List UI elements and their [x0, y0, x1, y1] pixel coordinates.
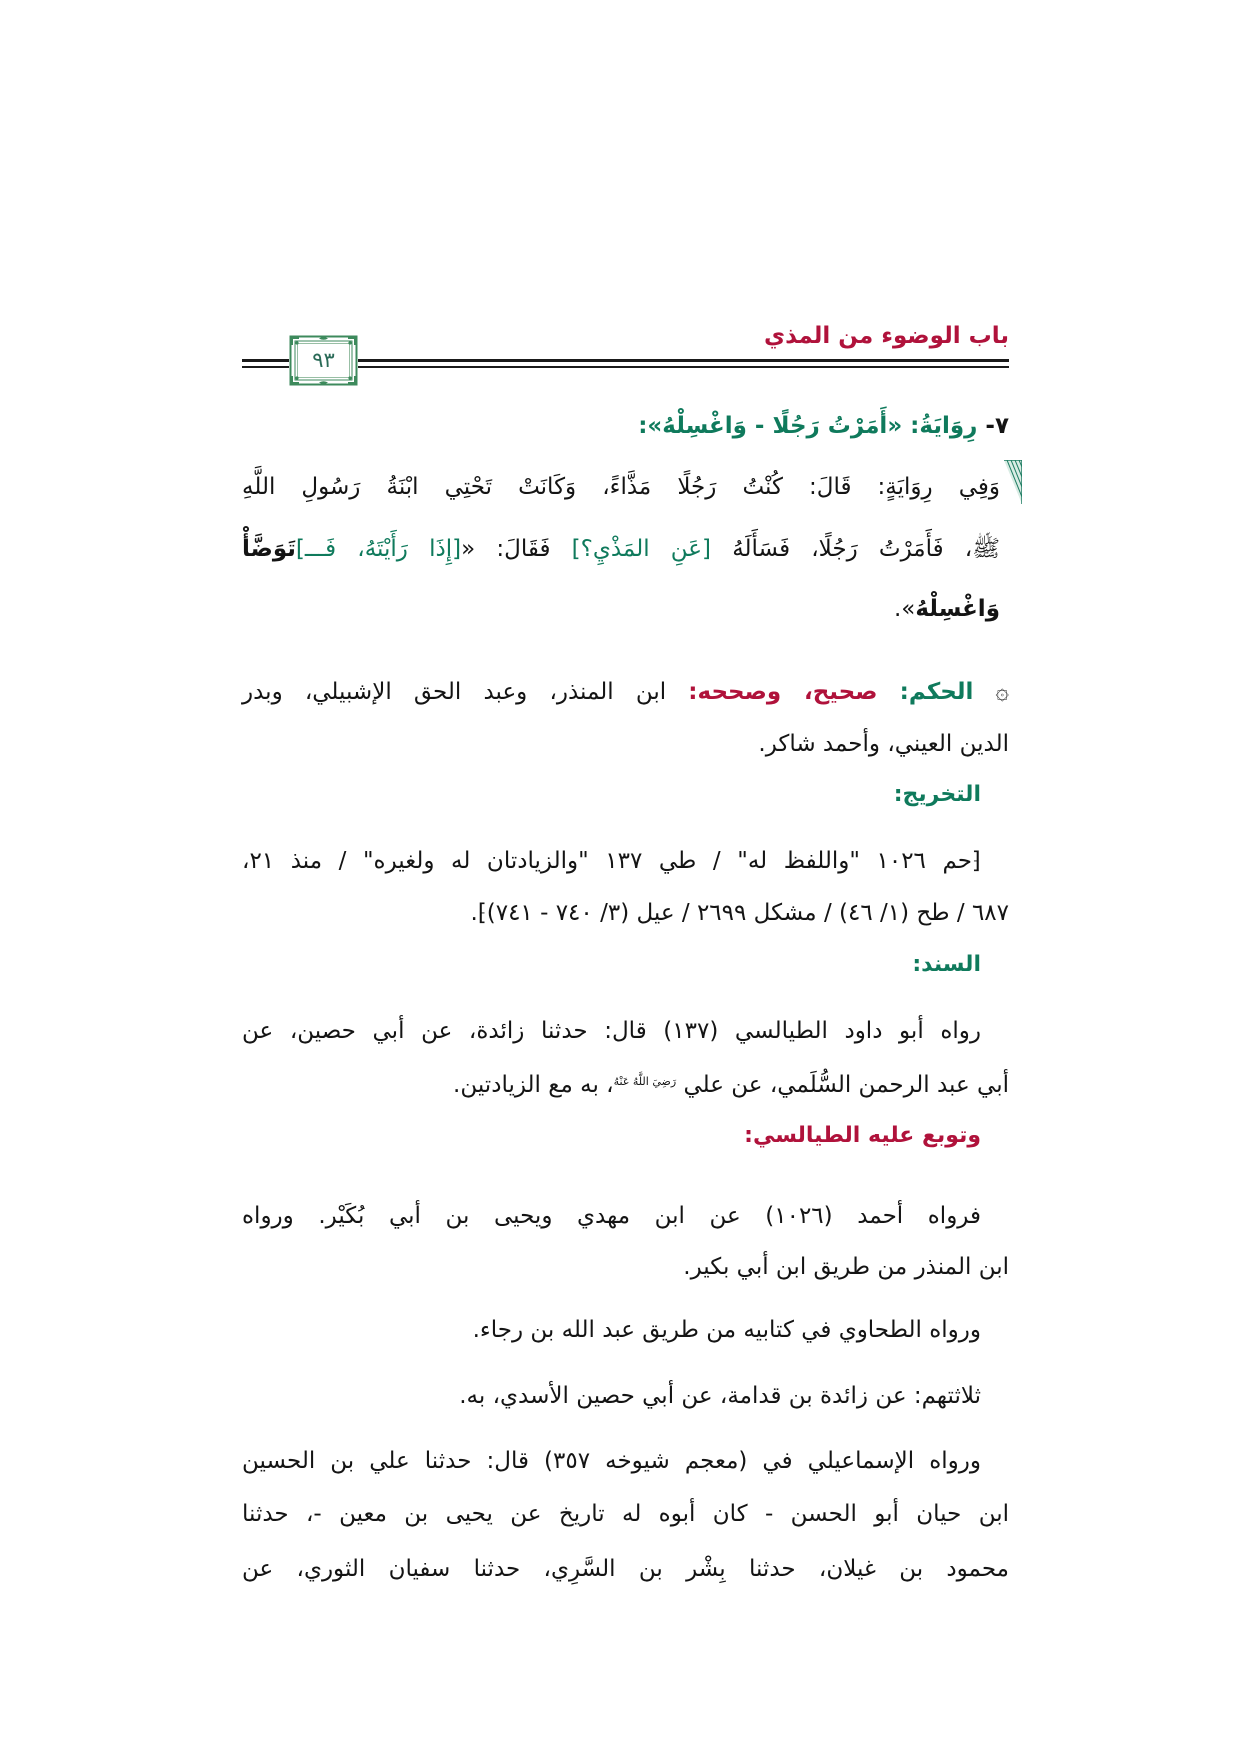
mutabaat-line: ثلاثتهم: عن زائدة بن قدامة، عن أبي حصين الأسدي، به. — [459, 1383, 981, 1409]
mutabaat-line: ابن المنذر من طريق ابن أبي بكير. — [683, 1254, 1009, 1280]
hadith-number: ٧- — [985, 413, 1009, 439]
matn-line-3 — [242, 584, 1000, 634]
matn-bracket-addition: [إِذَا رَأَيْتَهُ، فَـــ] — [295, 536, 462, 562]
matn-emphasis: تَوَضَّأْ — [242, 536, 296, 562]
mutabaat-line: ابن حيان أبو الحسن - كان أبوه له تاريخ عن يحيى بن معين -، حدثنا — [242, 1501, 1009, 1527]
mutabaat-heading: وتوبع عليه الطيالسي: — [744, 1123, 981, 1148]
matn-line-1: وَفِي رِوَايَةٍ: قَالَ: كُنْتُ رَجُلًا مَذَّاءً، وَكَانَتْ تَحْتِي ابْنَةُ رَسُولِ اللَّهِ — [242, 474, 1000, 500]
ruling-line-2: الدين العيني، وأحمد شاكر. — [758, 731, 1009, 757]
matn-emphasis: وَاغْسِلْهُ — [915, 596, 1000, 622]
matn-text: فَقَالَ: « — [461, 536, 572, 562]
mutabaat-line: فرواه أحمد (١٠٢٦) عن ابن مهدي ويحيى بن أبي بُكَيْر. ورواه — [242, 1203, 981, 1229]
ornament-icon: ۞ — [995, 679, 1009, 705]
prophet-honorific: ﷺ — [972, 536, 1001, 562]
matn-text: ، فَأَمَرْتُ رَجُلًا، فَسَأَلَهُ — [711, 536, 973, 562]
header-rule-thin-right — [358, 366, 1009, 368]
sanad-heading: السند: — [912, 952, 981, 977]
matn-bracket-addition: [عَنِ المَذْيِ؟] — [571, 536, 712, 562]
mutabaat-line: ورواه الطحاوي في كتابيه من طريق عبد الله بن رجاء. — [472, 1317, 981, 1343]
mutabaat-line: ورواه الإسماعيلي في (معجم شيوخه ٣٥٧) قال: حدثنا علي بن الحسين — [242, 1448, 981, 1474]
takhrij-line-2: ٦٨٧ / طح (١/ ٤٦) / مشكل ٢٦٩٩ / عيل (٣/ ٧٤٠ - ٧٤١)⁆. — [470, 900, 1009, 926]
sanad-text: ، به مع الزيادتين. — [453, 1072, 614, 1098]
takhrij-heading: التخريج: — [893, 782, 981, 807]
ruling-line-1 — [242, 667, 1009, 717]
takhrij-line-1: ⁅حم ١٠٢٦ "واللفظ له" / طي ١٣٧ "والزيادتان له ولغيره" / منذ ٢١، — [242, 848, 981, 874]
sanad-text: أبي عبد الرحمن السُّلَمي، عن علي — [676, 1072, 1009, 1098]
page-number: ٩٣ — [312, 348, 335, 372]
ruling-label: الحكم: — [899, 679, 974, 705]
mutabaat-line: محمود بن غيلان، حدثنا بِشْر بن السَّرِي، حدثنا سفيان الثوري، عن — [242, 1556, 1009, 1582]
companion-honorific: رَضِيَ اللَّهُ عَنْهُ — [613, 1075, 677, 1088]
sanad-line-2 — [242, 1057, 1009, 1107]
matn-line-2 — [242, 524, 1000, 574]
chapter-title: باب الوضوء من المذي — [764, 323, 1009, 349]
ruling-text: ابن المنذر، وعبد الحق الإشبيلي، وبدر — [242, 679, 667, 705]
hadith-heading — [242, 401, 1009, 451]
header-rule-thick-right — [358, 359, 1009, 362]
ruling-verdict: صحيح، وصححه: — [688, 679, 878, 705]
header-rule-thin-left — [242, 366, 289, 368]
header-rule-thick-left — [242, 359, 289, 362]
page-number-box — [289, 335, 358, 386]
sanad-line-1: رواه أبو داود الطيالسي (١٣٧) قال: حدثنا زائدة، عن أبي حصين، عن — [242, 1018, 981, 1044]
hadith-heading-text: رِوَايَةُ: «أَمَرْتُ رَجُلًا - وَاغْسِلْهُ»: — [638, 413, 978, 439]
matn-text: ». — [893, 596, 916, 622]
corner-ornament-icon — [1004, 460, 1022, 504]
